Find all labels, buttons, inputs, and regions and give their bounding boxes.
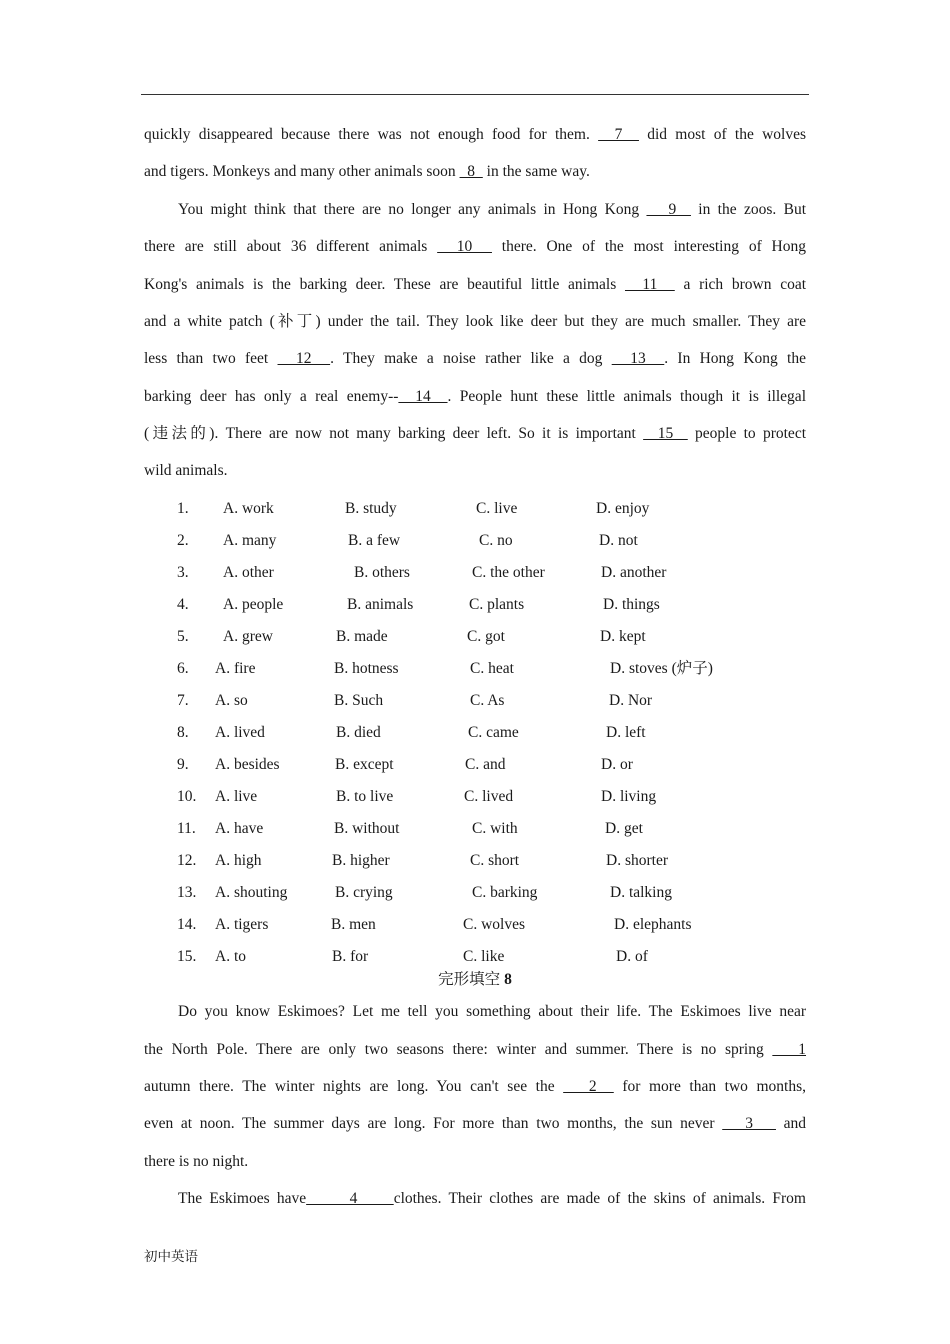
option-c: C. barking — [472, 884, 538, 901]
passage-line — [144, 1152, 806, 1172]
option-d: D. Nor — [609, 692, 653, 709]
section-heading — [0, 970, 950, 990]
text-run: even at noon. The summer days are long. For more than two months, the sun never — [144, 1115, 723, 1132]
option-a: A. to — [215, 948, 246, 965]
option-a: A. work — [223, 500, 274, 517]
option-d: D. living — [601, 788, 657, 805]
question-number: 8. — [177, 724, 189, 741]
question-number: 15. — [177, 948, 197, 965]
answer-blank: 15 — [643, 425, 688, 442]
question-number: 5. — [177, 628, 189, 645]
option-a: A. tigers — [215, 916, 269, 933]
option-a: A. live — [215, 788, 258, 805]
option-d: D. not — [599, 532, 638, 549]
option-d: D. another — [601, 564, 667, 581]
question-number: 12. — [177, 852, 197, 869]
passage-line — [144, 1114, 806, 1134]
text-run: The Eskimoes have — [178, 1190, 307, 1207]
answer-blank: 11 — [624, 276, 675, 293]
text-run: . In Hong Kong the — [664, 350, 806, 367]
passage-line — [144, 312, 806, 332]
answer-blank: 4 — [306, 1190, 394, 1207]
option-d: D. things — [603, 596, 660, 613]
text-run: . They make a noise rather like a dog — [330, 350, 612, 367]
answer-blank: 10 — [437, 238, 492, 255]
section-heading-text: 完形填空 — [438, 971, 505, 988]
option-c: C. with — [472, 820, 518, 837]
question-number: 13. — [177, 884, 197, 901]
text-run: for more than two months, — [613, 1078, 806, 1095]
option-b: B. made — [336, 628, 388, 645]
text-run: autumn there. The winter nights are long. You can't see the — [144, 1078, 564, 1095]
passage-line — [144, 125, 806, 145]
option-c: C. As — [470, 692, 505, 709]
option-c: C. and — [465, 756, 506, 773]
question-number: 10. — [177, 788, 197, 805]
option-d: D. stoves (炉子) — [610, 660, 713, 677]
option-d: D. left — [606, 724, 646, 741]
question-number: 3. — [177, 564, 189, 581]
text-run: wild animals. — [144, 462, 228, 479]
option-a: A. many — [223, 532, 277, 549]
text-run: did most of the wolves — [638, 126, 807, 143]
option-c: C. no — [479, 532, 513, 549]
option-a: A. besides — [215, 756, 280, 773]
option-a: A. have — [215, 820, 264, 837]
option-c: C. plants — [469, 596, 525, 613]
question-number: 6. — [177, 660, 189, 677]
option-d: D. or — [601, 756, 633, 773]
option-d: D. shorter — [606, 852, 668, 869]
text-run: and — [775, 1115, 807, 1132]
passage-line — [178, 1002, 806, 1022]
passage-line — [144, 275, 806, 295]
option-c: C. short — [470, 852, 520, 869]
passage-line — [144, 387, 806, 407]
option-a: A. shouting — [215, 884, 288, 901]
question-number: 4. — [177, 596, 189, 613]
option-b: B. animals — [347, 596, 414, 613]
answer-blank: 9 — [646, 201, 691, 218]
option-c: C. like — [463, 948, 505, 965]
text-run: (违法的). There are now not many barking deer left. So it is important — [144, 425, 644, 442]
option-a: A. fire — [215, 660, 256, 677]
header-rule — [141, 94, 809, 95]
passage-line — [144, 349, 806, 369]
option-b: B. hotness — [334, 660, 399, 677]
option-c: C. heat — [470, 660, 514, 677]
answer-blank: 8 — [459, 163, 483, 180]
text-run: a rich brown coat — [674, 276, 807, 293]
text-run: You might think that there are no longer any animals in Hong Kong — [178, 201, 647, 218]
text-run: there. One of the most interesting of Hong — [491, 238, 806, 255]
option-d: D. kept — [600, 628, 646, 645]
question-number: 11. — [177, 820, 196, 837]
option-a: A. other — [223, 564, 274, 581]
answer-blank: 12 — [277, 350, 331, 367]
passage-line — [144, 237, 806, 257]
option-a: A. lived — [215, 724, 265, 741]
passage-line — [144, 461, 806, 481]
option-d: D. talking — [610, 884, 672, 901]
section-heading-number: 8 — [504, 971, 512, 988]
answer-blank: 3 — [722, 1115, 776, 1132]
option-d: D. elephants — [614, 916, 692, 933]
option-b: B. a few — [348, 532, 401, 549]
option-d: D. enjoy — [596, 500, 650, 517]
question-number: 7. — [177, 692, 189, 709]
option-b: B. Such — [334, 692, 384, 709]
text-run: clothes. Their clothes are made of the skins of animals. From — [393, 1190, 806, 1207]
option-b: B. except — [335, 756, 394, 773]
text-run: in the same way. — [482, 163, 590, 180]
answer-blank: 13 — [611, 350, 665, 367]
option-c: C. lived — [464, 788, 514, 805]
passage-line — [144, 1077, 806, 1097]
passage-line — [144, 1040, 806, 1060]
page-footer: 初中英语 — [144, 1249, 198, 1264]
option-d: D. get — [605, 820, 643, 837]
text-run: and a white patch (补丁) under the tail. They look like deer but they are much smaller. They are — [144, 313, 806, 330]
option-d: D. of — [616, 948, 648, 965]
text-run: and tigers. Monkeys and many other animals soon — [144, 163, 460, 180]
option-b: B. to live — [336, 788, 394, 805]
text-run: in the zoos. But — [690, 201, 806, 218]
passage-line — [178, 200, 806, 220]
question-number: 14. — [177, 916, 197, 933]
text-run: there are still about 36 different animals — [144, 238, 438, 255]
answer-blank: 2 — [563, 1078, 614, 1095]
answer-blank: 14 — [398, 388, 448, 405]
option-c: C. the other — [472, 564, 545, 581]
option-a: A. high — [215, 852, 262, 869]
passage-line — [178, 1189, 806, 1209]
answer-blank: 1 — [772, 1041, 807, 1058]
option-a: A. so — [215, 692, 248, 709]
answer-blank: 7 — [598, 126, 639, 143]
text-run: people to protect — [687, 425, 806, 442]
option-c: C. live — [476, 500, 518, 517]
option-b: B. higher — [332, 852, 390, 869]
passage-line — [144, 424, 806, 444]
question-number: 1. — [177, 500, 189, 517]
text-run: barking deer has only a real enemy-- — [144, 388, 399, 405]
option-c: C. wolves — [463, 916, 525, 933]
option-b: B. crying — [335, 884, 393, 901]
option-b: B. for — [332, 948, 369, 965]
option-b: B. without — [334, 820, 400, 837]
text-run: the North Pole. There are only two seasons there: winter and summer. There is no spring — [144, 1041, 773, 1058]
text-run: quickly disappeared because there was not enough food for them. — [144, 126, 599, 143]
option-b: B. others — [354, 564, 410, 581]
text-run: . People hunt these little animals though it is illegal — [447, 388, 806, 405]
passage-line — [144, 162, 806, 182]
option-a: A. grew — [223, 628, 273, 645]
option-b: B. men — [331, 916, 376, 933]
text-run: less than two feet — [144, 350, 278, 367]
question-number: 9. — [177, 756, 189, 773]
text-run: Kong's animals is the barking deer. These are beautiful little animals — [144, 276, 625, 293]
option-a: A. people — [223, 596, 284, 613]
option-b: B. study — [345, 500, 397, 517]
text-run: Do you know Eskimoes? Let me tell you something about their life. The Eskimoes live near — [178, 1003, 806, 1020]
option-c: C. came — [468, 724, 519, 741]
text-run: there is no night. — [144, 1153, 249, 1170]
question-number: 2. — [177, 532, 189, 549]
option-b: B. died — [336, 724, 381, 741]
option-c: C. got — [467, 628, 505, 645]
